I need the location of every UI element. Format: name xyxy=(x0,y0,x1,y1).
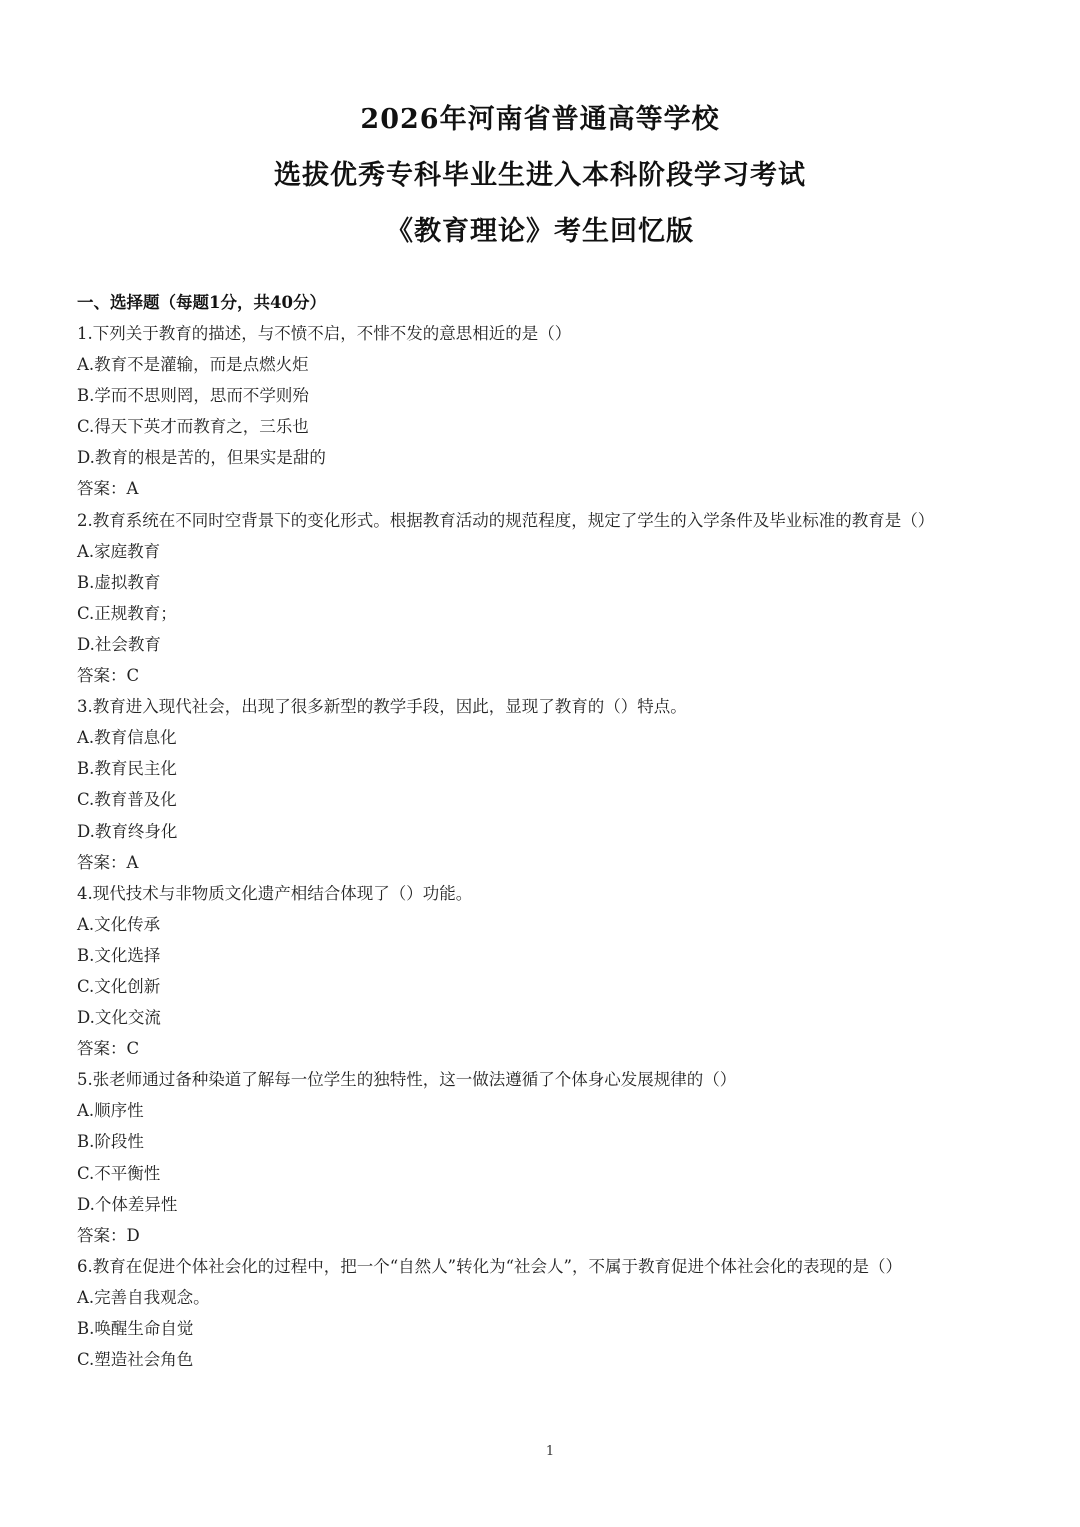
option-a: A.文化传承 xyxy=(77,914,161,934)
title-line-3: 《教育理论》考生回忆版 xyxy=(386,216,694,247)
option-b: B.学而不思则罔，思而不学则殆 xyxy=(77,386,309,406)
question-stem: 6.教育在促进个体社会化的过程中，把一个“自然人”转化为“社会人”，不属于教育促进个体社会化的表现的是（） xyxy=(77,1256,902,1276)
title-block xyxy=(0,92,1080,260)
option-a: A.教育信息化 xyxy=(77,728,177,748)
answer: 答案：A xyxy=(77,479,139,499)
question-5 xyxy=(77,1064,1037,1251)
title-line-2: 选拔优秀专科毕业生进入本科阶段学习考试 xyxy=(274,160,806,191)
option-c: C.文化创新 xyxy=(77,976,161,996)
option-b: B.文化选择 xyxy=(77,945,161,965)
answer: 答案：C xyxy=(77,1039,140,1059)
question-3 xyxy=(77,691,1037,878)
option-a: A.教育不是灌输，而是点燃火炬 xyxy=(77,355,309,375)
question-1 xyxy=(77,318,1037,505)
answer: 答案：C xyxy=(77,666,140,686)
question-2 xyxy=(77,505,1037,692)
question-stem: 3.教育进入现代社会，出现了很多新型的教学手段，因此，显现了教育的（）特点。 xyxy=(77,697,687,717)
question-6 xyxy=(77,1251,1037,1375)
section-heading: 一、选择题（每题1分，共40分） xyxy=(77,293,326,312)
title-line-1: 2026年河南省普通高等学校 xyxy=(360,104,720,135)
question-stem: 4.现代技术与非物质文化遗产相结合体现了（）功能。 xyxy=(77,883,473,903)
option-d: D.文化交流 xyxy=(77,1008,161,1028)
answer: 答案：D xyxy=(77,1225,140,1245)
option-a: A.顺序性 xyxy=(77,1101,144,1121)
option-c: C.塑造社会角色 xyxy=(77,1350,194,1370)
answer: 答案：A xyxy=(77,852,139,872)
option-a: A.家庭教育 xyxy=(77,541,161,561)
option-c: C.不平衡性 xyxy=(77,1163,161,1183)
option-a: A.完善自我观念。 xyxy=(77,1287,210,1307)
exam-content xyxy=(77,287,1037,1375)
option-d: D.个体差异性 xyxy=(77,1194,178,1214)
page-number: 1 xyxy=(545,1444,555,1459)
option-b: B.阶段性 xyxy=(77,1132,144,1152)
option-c: C.正规教育； xyxy=(77,603,177,623)
option-d: D.教育终身化 xyxy=(77,821,178,841)
option-c: C.得天下英才而教育之，三乐也 xyxy=(77,417,309,437)
question-4 xyxy=(77,878,1037,1065)
option-b: B.教育民主化 xyxy=(77,759,177,779)
option-b: B.虚拟教育 xyxy=(77,572,161,592)
option-d: D.社会教育 xyxy=(77,634,161,654)
question-stem: 5.张老师通过备种染道了解每一位学生的独特性，这一做法遵循了个体身心发展规律的（） xyxy=(77,1070,737,1090)
option-b: B.唤醒生命自觉 xyxy=(77,1319,194,1338)
option-c: C.教育普及化 xyxy=(77,790,177,810)
question-stem: 2.教育系统在不同时空背景下的变化形式。根据教育活动的规范程度，规定了学生的入学条件及毕业标准的教育是（） xyxy=(77,510,935,530)
option-d: D.教育的根是苦的，但果实是甜的 xyxy=(77,448,326,468)
question-stem: 1.下列关于教育的描述，与不愤不启，不悱不发的意思相近的是（） xyxy=(77,324,572,343)
